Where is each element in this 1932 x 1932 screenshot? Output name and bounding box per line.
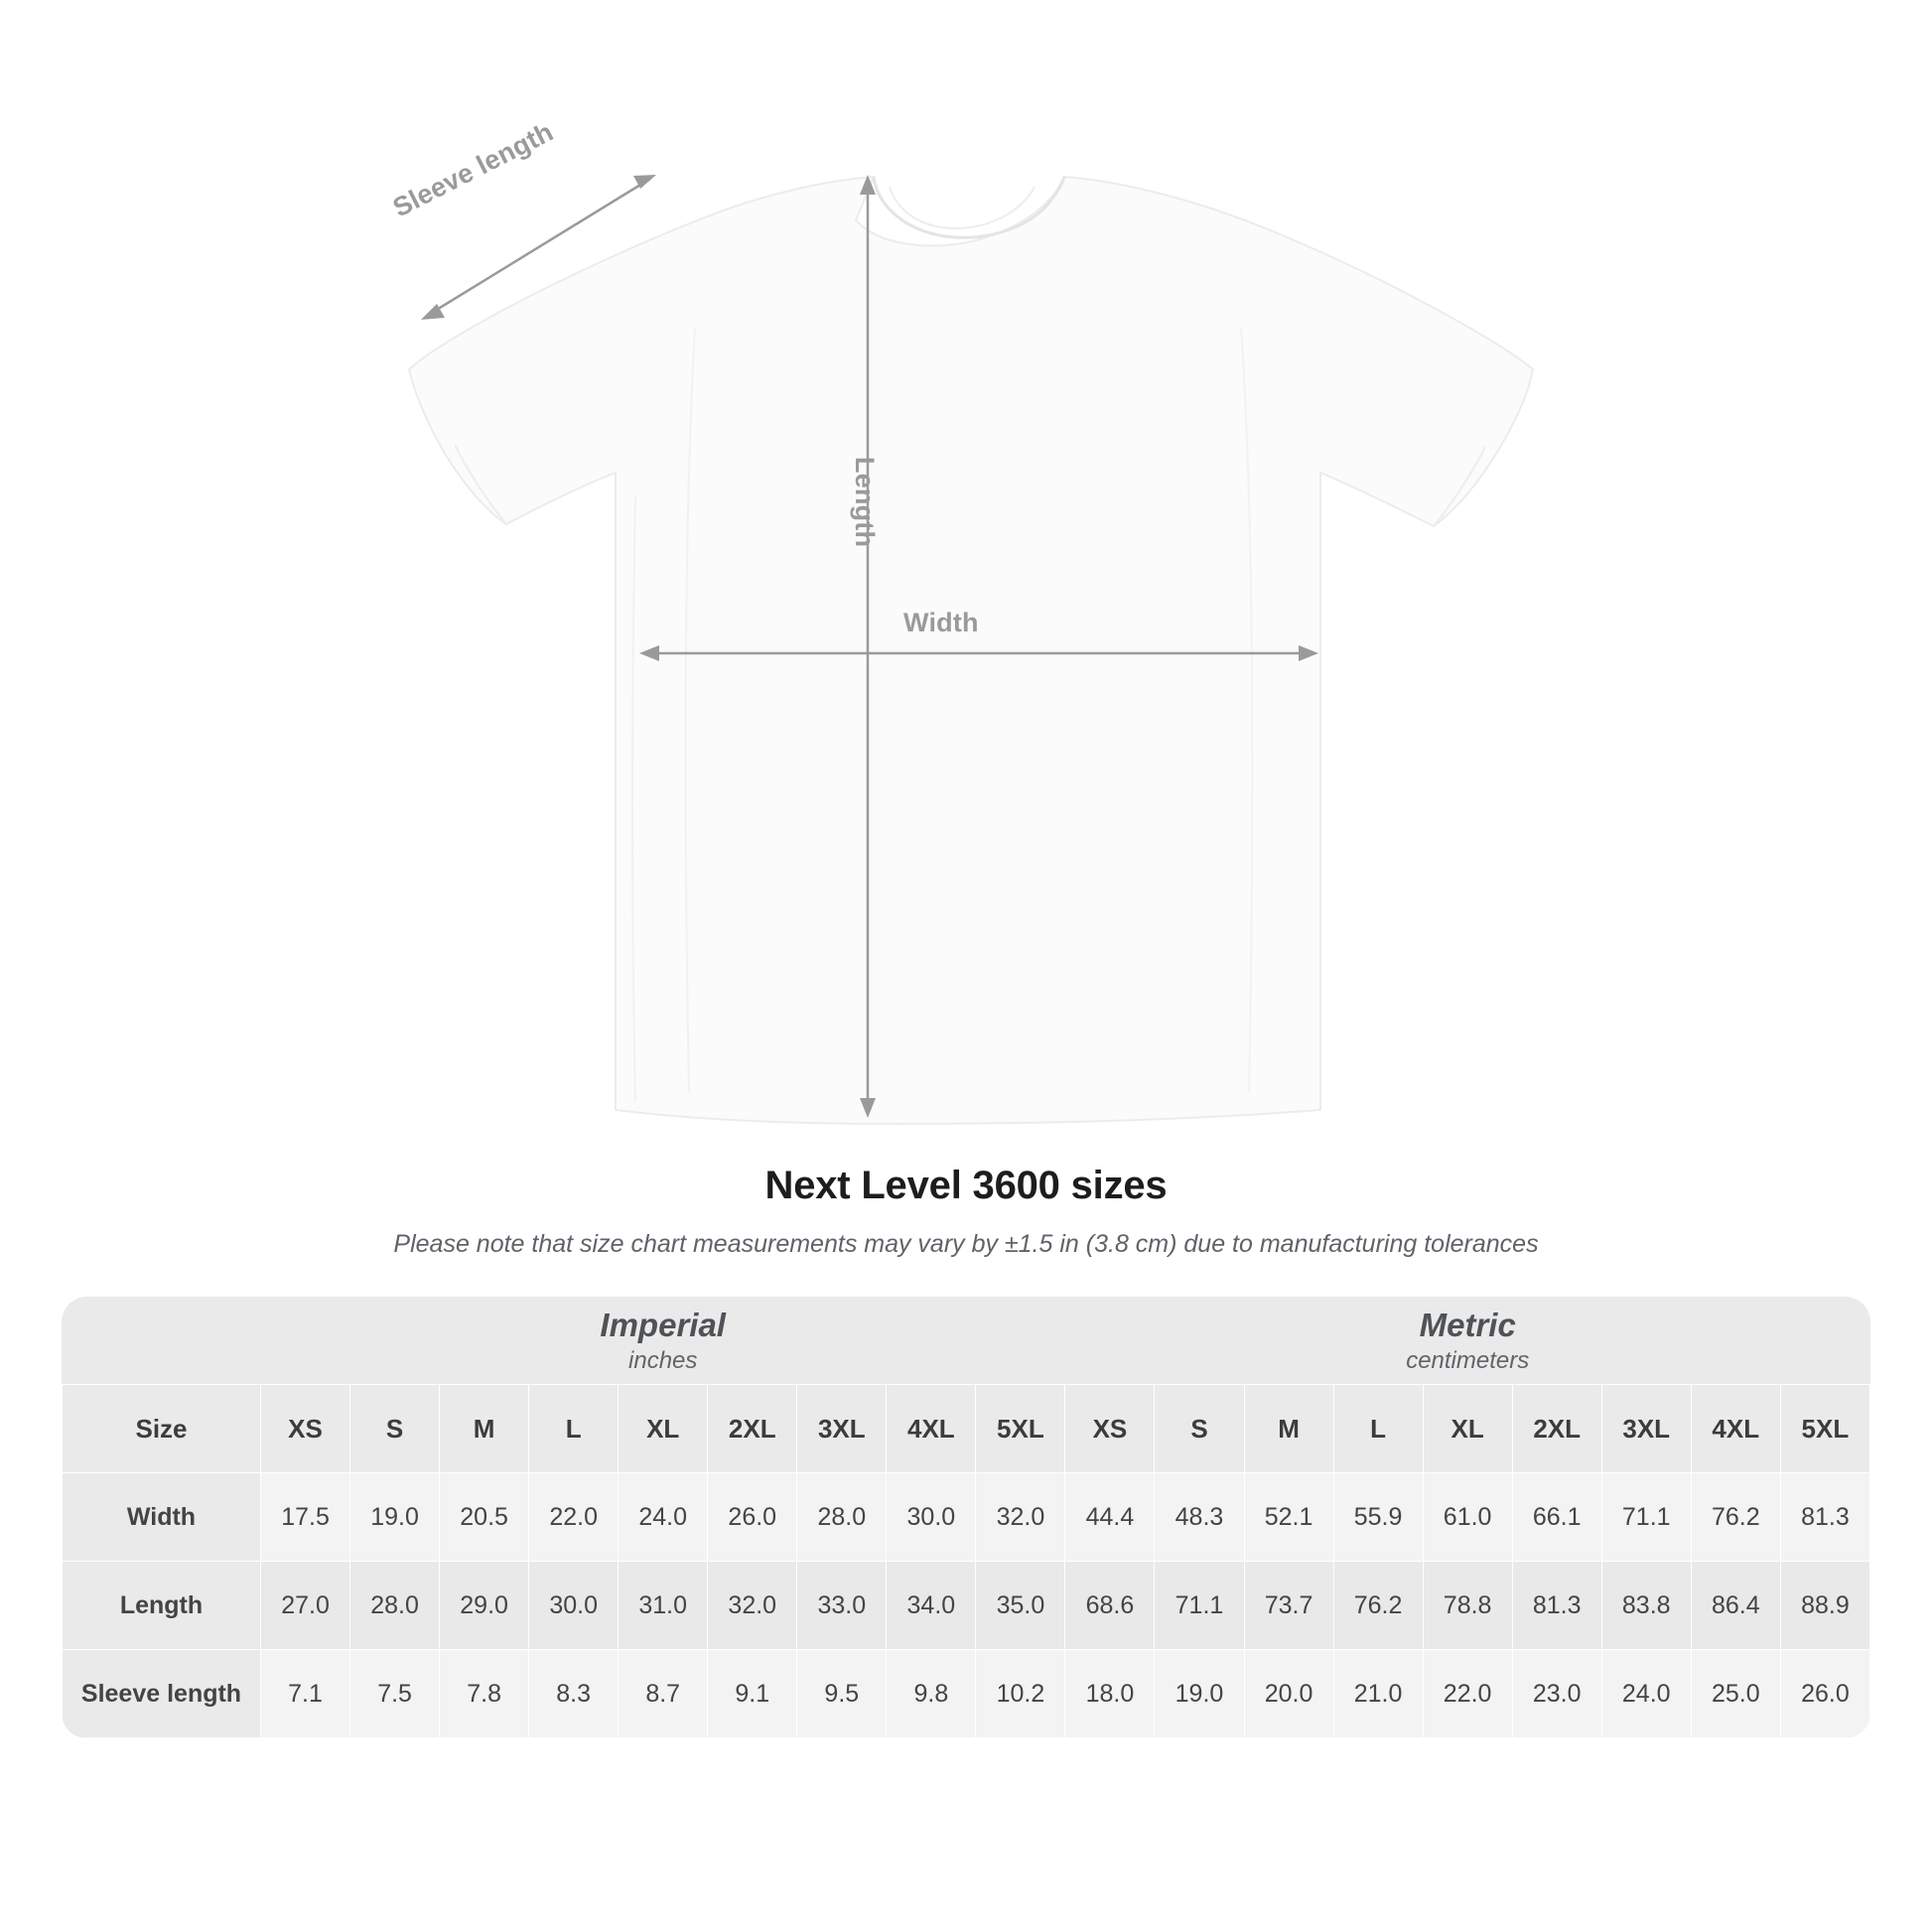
tolerance-note: Please note that size chart measurements may vary by ±1.5 in (3.8 cm) due to manufacturing tolerances bbox=[393, 1230, 1539, 1258]
label-sleeve-length: Sleeve length bbox=[387, 116, 558, 223]
system-name-metric: Metric bbox=[1419, 1306, 1516, 1343]
cell-sleeve-length-L-in: 8.3 bbox=[529, 1650, 619, 1738]
column-header-imperial-5xl: 5XL bbox=[976, 1385, 1065, 1473]
system-header-imperial bbox=[261, 1297, 1065, 1385]
row-label-length: Length bbox=[63, 1562, 261, 1650]
cell-sleeve-length-M-cm: 20.0 bbox=[1244, 1650, 1333, 1738]
cell-sleeve-length-5XL-in: 10.2 bbox=[976, 1650, 1065, 1738]
system-name-imperial: Imperial bbox=[600, 1306, 726, 1343]
cell-length-4XL-in: 34.0 bbox=[887, 1562, 976, 1650]
size-table-container bbox=[62, 1297, 1870, 1738]
label-length: Length bbox=[850, 457, 880, 548]
cell-length-S-cm: 71.1 bbox=[1155, 1562, 1244, 1650]
cell-sleeve-length-XL-cm: 22.0 bbox=[1423, 1650, 1512, 1738]
cell-length-4XL-cm: 86.4 bbox=[1691, 1562, 1780, 1650]
column-header-metric-4xl: 4XL bbox=[1691, 1385, 1780, 1473]
column-header-imperial-3xl: 3XL bbox=[797, 1385, 887, 1473]
cell-width-5XL-cm: 81.3 bbox=[1780, 1473, 1869, 1562]
column-header-imperial-xs: XS bbox=[261, 1385, 350, 1473]
column-header-imperial-m: M bbox=[440, 1385, 529, 1473]
column-header-metric-xl: XL bbox=[1423, 1385, 1512, 1473]
cell-width-L-in: 22.0 bbox=[529, 1473, 619, 1562]
cell-sleeve-length-3XL-cm: 24.0 bbox=[1601, 1650, 1691, 1738]
cell-sleeve-length-M-in: 7.8 bbox=[440, 1650, 529, 1738]
cell-width-XL-cm: 61.0 bbox=[1423, 1473, 1512, 1562]
cell-width-5XL-in: 32.0 bbox=[976, 1473, 1065, 1562]
cell-length-L-cm: 76.2 bbox=[1333, 1562, 1423, 1650]
corner-cell bbox=[63, 1297, 261, 1385]
cell-sleeve-length-XS-in: 7.1 bbox=[261, 1650, 350, 1738]
cell-width-3XL-in: 28.0 bbox=[797, 1473, 887, 1562]
label-width: Width bbox=[903, 608, 979, 637]
cell-length-3XL-in: 33.0 bbox=[797, 1562, 887, 1650]
column-header-metric-xs: XS bbox=[1065, 1385, 1155, 1473]
cell-length-2XL-in: 32.0 bbox=[708, 1562, 797, 1650]
cell-width-S-in: 19.0 bbox=[350, 1473, 440, 1562]
column-header-imperial-s: S bbox=[350, 1385, 440, 1473]
cell-length-XL-in: 31.0 bbox=[619, 1562, 708, 1650]
column-header-imperial-4xl: 4XL bbox=[887, 1385, 976, 1473]
cell-length-S-in: 28.0 bbox=[350, 1562, 440, 1650]
cell-width-XL-in: 24.0 bbox=[619, 1473, 708, 1562]
cell-length-3XL-cm: 83.8 bbox=[1601, 1562, 1691, 1650]
system-unit-imperial: inches bbox=[628, 1347, 698, 1375]
system-unit-metric: centimeters bbox=[1406, 1347, 1530, 1375]
row-label-width: Width bbox=[63, 1473, 261, 1562]
table-row bbox=[63, 1562, 1870, 1650]
cell-width-XS-cm: 44.4 bbox=[1065, 1473, 1155, 1562]
system-header-metric bbox=[1065, 1297, 1870, 1385]
cell-width-M-in: 20.5 bbox=[440, 1473, 529, 1562]
cell-sleeve-length-L-cm: 21.0 bbox=[1333, 1650, 1423, 1738]
cell-width-M-cm: 52.1 bbox=[1244, 1473, 1333, 1562]
cell-sleeve-length-4XL-in: 9.8 bbox=[887, 1650, 976, 1738]
table-row bbox=[63, 1650, 1870, 1738]
cell-sleeve-length-2XL-in: 9.1 bbox=[708, 1650, 797, 1738]
column-header-metric-m: M bbox=[1244, 1385, 1333, 1473]
cell-length-M-in: 29.0 bbox=[440, 1562, 529, 1650]
cell-sleeve-length-S-cm: 19.0 bbox=[1155, 1650, 1244, 1738]
column-header-imperial-l: L bbox=[529, 1385, 619, 1473]
cell-sleeve-length-XL-in: 8.7 bbox=[619, 1650, 708, 1738]
cell-width-3XL-cm: 71.1 bbox=[1601, 1473, 1691, 1562]
cell-sleeve-length-3XL-in: 9.5 bbox=[797, 1650, 887, 1738]
cell-length-XS-in: 27.0 bbox=[261, 1562, 350, 1650]
table-header-row bbox=[63, 1385, 1870, 1473]
column-header-metric-3xl: 3XL bbox=[1601, 1385, 1691, 1473]
row-label-sleeve-length: Sleeve length bbox=[63, 1650, 261, 1738]
cell-sleeve-length-S-in: 7.5 bbox=[350, 1650, 440, 1738]
cell-length-5XL-in: 35.0 bbox=[976, 1562, 1065, 1650]
column-header-metric-5xl: 5XL bbox=[1780, 1385, 1869, 1473]
system-header-row bbox=[63, 1297, 1870, 1385]
cell-width-2XL-cm: 66.1 bbox=[1512, 1473, 1601, 1562]
cell-sleeve-length-5XL-cm: 26.0 bbox=[1780, 1650, 1869, 1738]
cell-width-L-cm: 55.9 bbox=[1333, 1473, 1423, 1562]
column-header-imperial-2xl: 2XL bbox=[708, 1385, 797, 1473]
column-header-metric-2xl: 2XL bbox=[1512, 1385, 1601, 1473]
header-size-label: Size bbox=[63, 1385, 261, 1473]
column-header-metric-l: L bbox=[1333, 1385, 1423, 1473]
size-table bbox=[62, 1297, 1870, 1738]
cell-sleeve-length-XS-cm: 18.0 bbox=[1065, 1650, 1155, 1738]
cell-length-XL-cm: 78.8 bbox=[1423, 1562, 1512, 1650]
cell-length-XS-cm: 68.6 bbox=[1065, 1562, 1155, 1650]
cell-length-5XL-cm: 88.9 bbox=[1780, 1562, 1869, 1650]
cell-width-S-cm: 48.3 bbox=[1155, 1473, 1244, 1562]
cell-width-4XL-cm: 76.2 bbox=[1691, 1473, 1780, 1562]
cell-length-2XL-cm: 81.3 bbox=[1512, 1562, 1601, 1650]
cell-length-M-cm: 73.7 bbox=[1244, 1562, 1333, 1650]
cell-length-L-in: 30.0 bbox=[529, 1562, 619, 1650]
chart-heading bbox=[0, 1164, 1932, 1259]
column-header-imperial-xl: XL bbox=[619, 1385, 708, 1473]
column-header-metric-s: S bbox=[1155, 1385, 1244, 1473]
cell-width-4XL-in: 30.0 bbox=[887, 1473, 976, 1562]
cell-sleeve-length-2XL-cm: 23.0 bbox=[1512, 1650, 1601, 1738]
page-title: Next Level 3600 sizes bbox=[764, 1164, 1168, 1207]
cell-sleeve-length-4XL-cm: 25.0 bbox=[1691, 1650, 1780, 1738]
table-row bbox=[63, 1473, 1870, 1562]
cell-width-XS-in: 17.5 bbox=[261, 1473, 350, 1562]
cell-width-2XL-in: 26.0 bbox=[708, 1473, 797, 1562]
